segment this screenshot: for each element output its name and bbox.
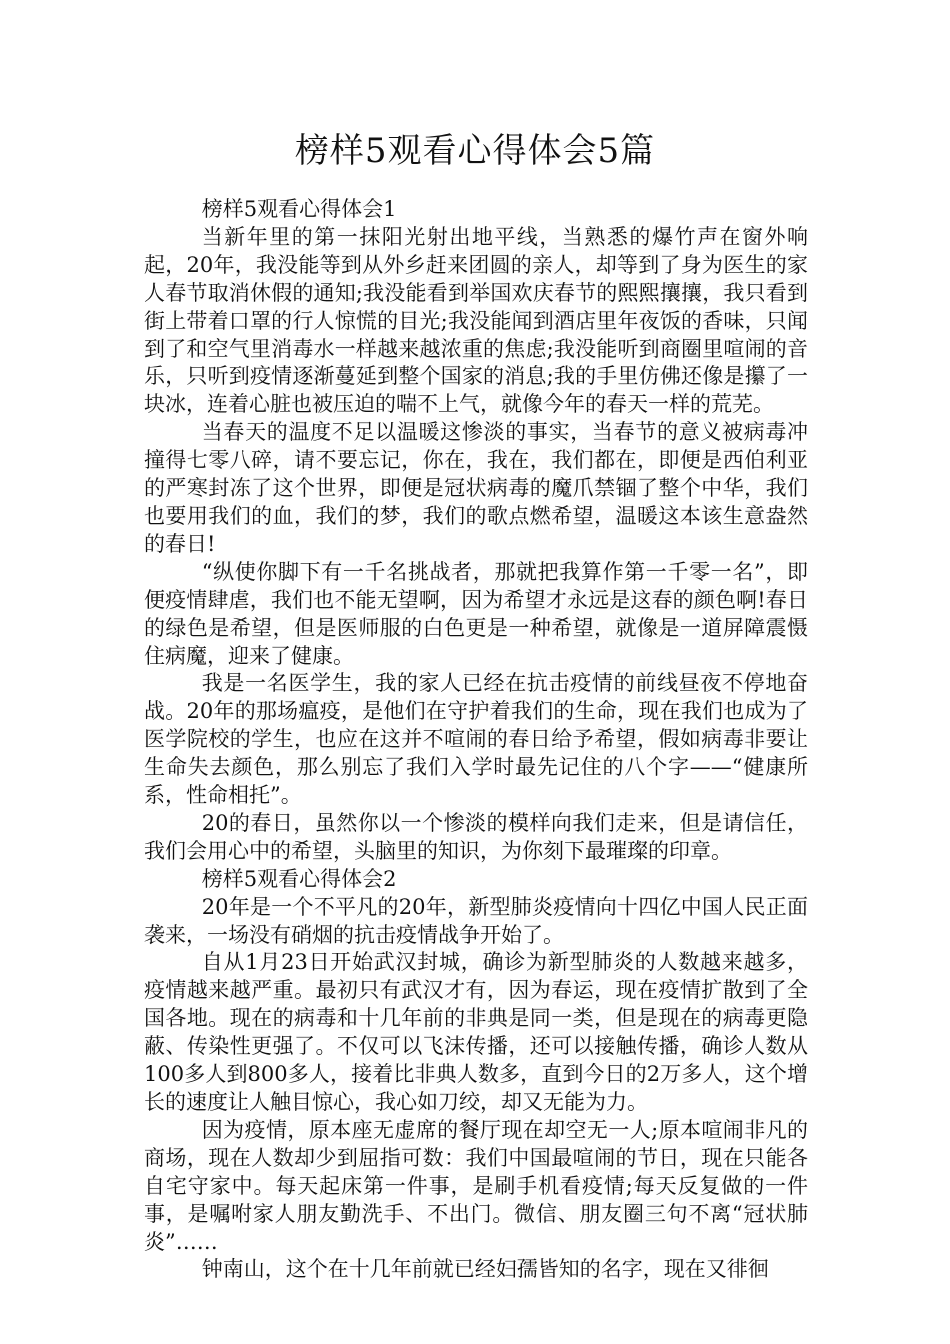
body-paragraph: 因为疫情，原本座无虚席的餐厅现在却空无一人;原本喧闹非凡的商场，现在人数却少到屈指可数：我们中国最喧闹的节日，现在只能各自宅守家中。每天起床第一件事，是刷手机看疫情;每天反复做的一件事，是嘱咐家人朋友勤洗手、不出门。微信、朋友圈三句不离“冠状肺炎”…… [144, 1117, 808, 1254]
body-paragraph: 我是一名医学生，我的家人已经在抗击疫情的前线昼夜不停地奋战。20年的那场瘟疫，是他们在守护着我们的生命，现在我们也成为了医学院校的学生，也应在这并不喧闹的春日给予希望，假如病毒非要让生命失去颜色，那么别忘了我们入学时最先记住的八个字——“健康所系，性命相托”。 [144, 671, 808, 808]
body-paragraph: 当新年里的第一抹阳光射出地平线，当熟悉的爆竹声在窗外响起，20年，我没能等到从外乡赶来团圆的亲人，却等到了身为医生的家人春节取消休假的通知;我没能看到举国欢庆春节的熙熙攘攘，我只看到街上带着口罩的行人惊慌的目光;我没能闻到酒店里年夜饭的香味，只闻到了和空气里消毒水一样越来越浓重的焦虑;我没能听到商圈里喧闹的音乐，只听到疫情逐渐蔓延到整个国家的消息;我的手里仿佛还像是攥了一块冰，连着心脏也被压迫的喘不上气，就像今年的春天一样的荒芜。 [144, 224, 808, 417]
section-heading: 榜样5观看心得体会1 [201, 197, 397, 221]
body-paragraph: 20的春日，虽然你以一个惨淡的模样向我们走来，但是请信任，我们会用心中的希望，头脑里的知识，为你刻下最璀璨的印章。 [144, 810, 808, 863]
body-paragraph: “纵使你脚下有一千名挑战者，那就把我算作第一千零一名”，即便疫情肆虐，我们也不能无望啊，因为希望才永远是这春的颜色啊!春日的绿色是希望，但是医师服的白色更是一种希望，就像是一道屏障震慑住病魔，迎来了健康。 [144, 559, 808, 668]
document-title: 榜样5观看心得体会5篇 [294, 131, 656, 171]
document-body [144, 196, 808, 1284]
body-paragraph: 自从1月23日开始武汉封城，确诊为新型肺炎的人数越来越多，疫情越来越严重。最初只有武汉才有，因为春运，现在疫情扩散到了全国各地。现在的病毒和十几年前的非典是同一类，但是现在的病毒更隐蔽、传染性更强了。不仅可以飞沫传播，还可以接触传播，确诊人数从100多人到800多人，接着比非典人数多，直到今日的2万多人，这个增长的速度让人触目惊心，我心如刀绞，却又无能为力。 [144, 950, 808, 1114]
section-heading: 榜样5观看心得体会2 [201, 866, 397, 891]
body-paragraph: 钟南山，这个在十几年前就已经妇孺皆知的名字，现在又徘徊 [201, 1257, 769, 1282]
body-paragraph: 20年是一个不平凡的20年，新型肺炎疫情向十四亿中国人民正面袭来，一场没有硝烟的抗击疫情战争开始了。 [144, 894, 808, 947]
body-paragraph: 当春天的温度不足以温暖这惨淡的事实，当春节的意义被病毒冲撞得七零八碎，请不要忘记，你在，我在，我们都在，即便是西伯利亚的严寒封冻了这个世界，即便是冠状病毒的魔爪禁锢了整个中华，我们也要用我们的血，我们的梦，我们的歌点燃希望，温暖这本该生意盎然的春日! [144, 420, 808, 556]
